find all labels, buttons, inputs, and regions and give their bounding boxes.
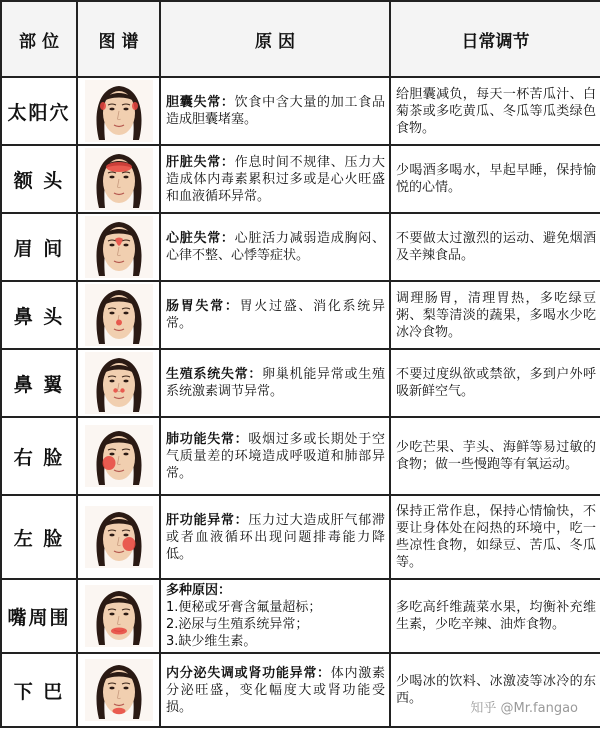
affected-area-marker bbox=[111, 628, 127, 635]
face-chart-cell bbox=[77, 77, 160, 145]
affected-area-marker bbox=[100, 102, 106, 110]
daily-advice-cell: 少吃芒果、芋头、海鲜等易过敏的食物；做一些慢跑等有氧运动。 bbox=[390, 417, 600, 495]
face-diagram bbox=[85, 148, 153, 210]
daily-advice-cell: 少喝冰的饮料、冰激凌等冰冷的东西。 bbox=[390, 653, 600, 727]
cause-title: 肝功能异常： bbox=[166, 512, 249, 528]
table-body bbox=[1, 77, 600, 727]
face-part-label: 鼻 头 bbox=[1, 281, 77, 349]
daily-advice-cell: 保持正常作息，保持心情愉快，不要让身体处在闷热的环境中，吃一些凉性食物，如绿豆、苦瓜、冬瓜等。 bbox=[390, 495, 600, 579]
cause-cell bbox=[160, 349, 390, 417]
daily-advice-cell: 不要过度纵欲或禁欲，多到户外呼吸新鲜空气。 bbox=[390, 349, 600, 417]
face-diagram bbox=[85, 284, 153, 346]
face-diagram bbox=[85, 352, 153, 414]
face-chart-cell bbox=[77, 349, 160, 417]
cause-description: 心脏活力减弱造成胸闷、心律不整、心悸等症状。 bbox=[166, 231, 385, 263]
face-part-label: 眉 间 bbox=[1, 213, 77, 281]
face-chart-cell bbox=[77, 579, 160, 653]
cause-title: 心脏失常： bbox=[166, 231, 235, 246]
cause-cell bbox=[160, 495, 390, 579]
cause-description: 作息时间不规律、压力大造成体内毒素累积过多或是心火旺盛和血液循环异常。 bbox=[166, 154, 385, 204]
cause-list-item: 1.便秘或牙膏含氟量超标； bbox=[166, 600, 322, 615]
header-chart: 图 谱 bbox=[77, 1, 160, 77]
affected-area-marker bbox=[102, 456, 115, 470]
cause-title: 肝脏失常： bbox=[166, 154, 235, 170]
cause-title: 多种原因： bbox=[166, 583, 232, 598]
cause-title: 生殖系统失常： bbox=[166, 367, 263, 382]
cause-title: 内分泌失调或肾功能异常： bbox=[166, 665, 331, 681]
header-part: 部 位 bbox=[1, 1, 77, 77]
cause-description: 饮食中含大量的加工食品造成胆囊堵塞。 bbox=[166, 95, 385, 127]
cause-description: 体内激素分泌旺盛，变化幅度大或肾功能受损。 bbox=[166, 665, 385, 715]
affected-area-marker bbox=[122, 537, 135, 551]
table-row bbox=[1, 213, 600, 281]
face-diagram bbox=[85, 216, 153, 278]
face-chart-cell bbox=[77, 213, 160, 281]
affected-area-marker bbox=[112, 708, 125, 714]
cause-description: 压力过大造成肝气郁滞或者血液循环出现问题排毒能力降低。 bbox=[166, 512, 385, 562]
affected-area-marker bbox=[116, 320, 122, 326]
face-part-label: 额 头 bbox=[1, 145, 77, 213]
cause-list bbox=[166, 599, 385, 650]
cause-cell bbox=[160, 213, 390, 281]
cause-cell bbox=[160, 579, 390, 653]
header-row bbox=[1, 1, 600, 77]
face-diagram bbox=[85, 659, 153, 721]
cause-description: 卵巢机能异常或生殖系统激素调节异常。 bbox=[166, 367, 385, 399]
cause-list-item: 2.泌尿与生殖系统异常； bbox=[166, 617, 309, 632]
face-part-label: 嘴周围 bbox=[1, 579, 77, 653]
face-chart-cell bbox=[77, 145, 160, 213]
table-row bbox=[1, 77, 600, 145]
table-row bbox=[1, 281, 600, 349]
daily-advice-cell: 调理肠胃，清理胃热，多吃绿豆粥、梨等清淡的蔬果，多喝水少吃冰冷食物。 bbox=[390, 281, 600, 349]
cause-title: 胆囊失常： bbox=[166, 95, 235, 110]
cause-cell bbox=[160, 653, 390, 727]
cause-cell bbox=[160, 281, 390, 349]
cause-cell bbox=[160, 77, 390, 145]
face-part-label: 左 脸 bbox=[1, 495, 77, 579]
table-row bbox=[1, 495, 600, 579]
face-part-label: 下 巴 bbox=[1, 653, 77, 727]
header-advice: 日常调节 bbox=[390, 1, 600, 77]
face-diagram bbox=[85, 425, 153, 487]
cause-title: 肠胃失常： bbox=[166, 299, 240, 314]
daily-advice-cell: 给胆囊减负，每天一杯苦瓜汁、白菊茶或多吃黄瓜、冬瓜等瓜类绿色食物。 bbox=[390, 77, 600, 145]
face-part-label: 右 脸 bbox=[1, 417, 77, 495]
face-diagram bbox=[85, 80, 153, 142]
affected-area-marker bbox=[106, 162, 132, 172]
table-row bbox=[1, 349, 600, 417]
affected-area-marker bbox=[132, 102, 138, 110]
daily-advice-cell: 少喝酒多喝水，早起早睡，保持愉悦的心情。 bbox=[390, 145, 600, 213]
affected-area-marker bbox=[120, 388, 124, 392]
affected-area-marker bbox=[113, 388, 117, 392]
table-row bbox=[1, 145, 600, 213]
face-part-label: 鼻 翼 bbox=[1, 349, 77, 417]
table-row bbox=[1, 417, 600, 495]
cause-title: 肺功能失常： bbox=[166, 431, 249, 447]
face-chart-cell bbox=[77, 417, 160, 495]
cause-cell bbox=[160, 417, 390, 495]
cause-cell bbox=[160, 145, 390, 213]
face-chart-cell bbox=[77, 653, 160, 727]
face-diagram bbox=[85, 506, 153, 568]
daily-advice-cell: 不要做太过激烈的运动、避免烟酒及辛辣食品。 bbox=[390, 213, 600, 281]
face-chart-cell bbox=[77, 495, 160, 579]
face-part-label: 太阳穴 bbox=[1, 77, 77, 145]
cause-description: 胃火过盛、消化系统异常。 bbox=[166, 299, 385, 331]
face-chart-cell bbox=[77, 281, 160, 349]
cause-description: 吸烟过多或长期处于空气质量差的环境造成呼吸道和肺部异常。 bbox=[166, 431, 385, 481]
face-diagram bbox=[85, 585, 153, 647]
header-cause: 原 因 bbox=[160, 1, 390, 77]
daily-advice-cell: 多吃高纤维蔬菜水果，均衡补充维生素，少吃辛辣、油炸食物。 bbox=[390, 579, 600, 653]
table-row bbox=[1, 579, 600, 653]
watermark: 知乎 @Mr.fangao bbox=[470, 701, 578, 716]
cause-list-item: 3.缺少维生素。 bbox=[166, 634, 257, 649]
